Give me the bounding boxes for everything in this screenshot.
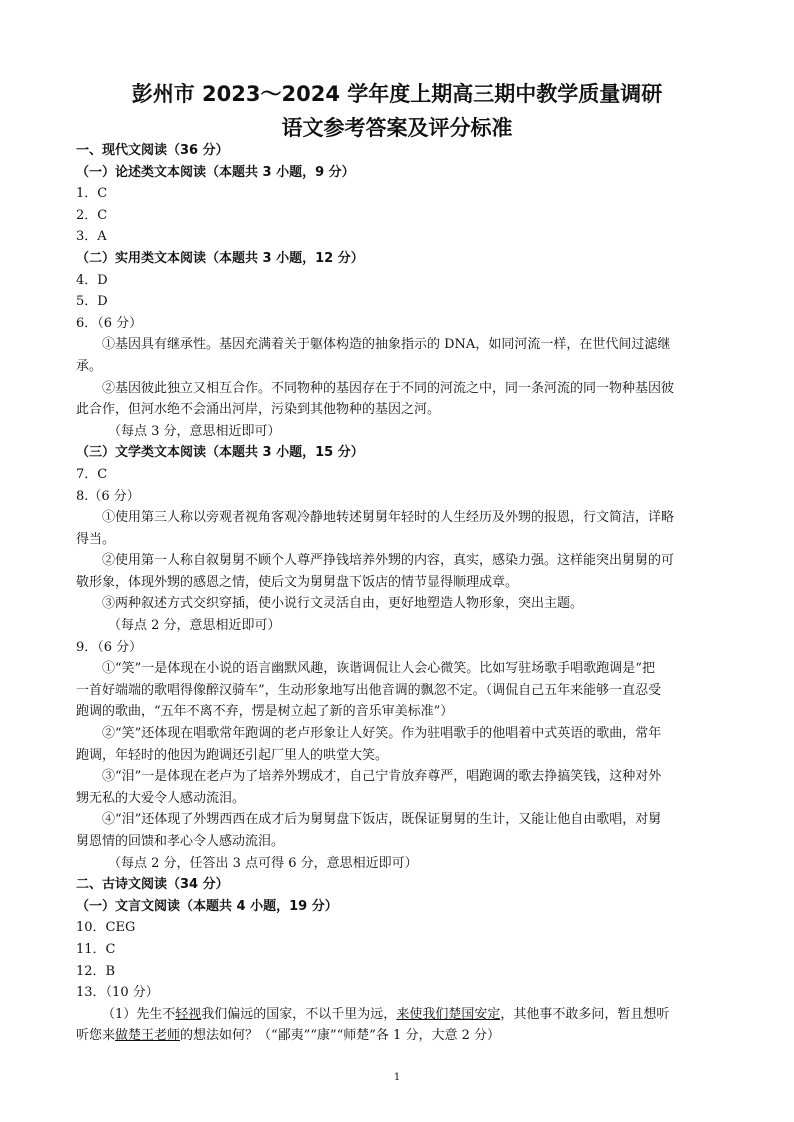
answer-item: 4．D [76,272,108,288]
answer-point-continued: 舅恩情的回馈和孝心令人感动流泪。 [76,834,285,849]
answer-point: ①基因具有继承性。基因充满着关于躯体构造的抽象指示的 DNA，如同河流一样，在世代间过滤继 [102,337,671,353]
key-phrase-underlined: 做楚王老师 [115,1028,181,1044]
scoring-note: （每点 3 分，意思相近即可） [108,423,281,439]
translation-text: 我们偏远的国家，不以千里为远， [201,1006,397,1022]
translation-text: （1）先生不 [102,1006,176,1022]
answer-item: 9．（6 分） [76,639,143,655]
key-term-underlined: 轻视 [175,1006,202,1022]
answer-point: ②使用第一人称自叙舅舅不顾个人尊严挣钱培养外甥的内容，真实，感染力强。这样能突出舅舅的可 [102,553,675,569]
subsection-heading: （一）论述类文本阅读（本题共 3 小题，9 分） [76,164,355,180]
answer-item: 6．（6 分） [76,315,143,331]
answer-point: ①“笑”一是体现在小说的语言幽默风趣，诙谐调侃让人会心微笑。比如写驻场歌手唱歌跑调是“把 [102,661,655,677]
answer-point-continued: 得当。 [76,531,116,547]
page-number: 1 [393,1072,401,1083]
translation-line-continued [76,1025,728,1047]
answer-point: ③“泪”一是体现在老卢为了培养外甥成才，自己宁肯放弃尊严，唱跑调的歌去挣搞笑钱，这种对外 [102,769,662,785]
answer-item: 3．A [76,229,107,245]
answer-point-continued: 跑调的歌曲，“五年不离不弃，愣是树立起了新的音乐审美标准”） [76,704,454,720]
answer-point: ②“笑”还体现在唱歌常年跑调的老卢形象让人好笑。作为驻唱歌手的他唱着中式英语的歌曲，常年 [102,726,662,742]
section-heading: 一、现代文阅读（36 分） [76,143,229,158]
answer-item: 10．CEG [76,920,136,936]
answer-point-continued: 此合作，但河水绝不会涌出河岸，污染到其他物种的基因之河。 [76,402,441,418]
answer-item: 13．（10 分） [76,985,159,1001]
answer-item: 12．B [76,963,116,979]
key-phrase-underlined: 来使我们楚国安定 [396,1006,501,1022]
answer-item: 8.（6 分） [76,488,140,504]
answer-item: 11．C [76,941,116,957]
answer-point-continued: 一首好端端的歌唱得像醉汉骑车”，生动形象地写出他音调的飘忽不定。（调侃自己五年来能够一直忍受 [76,682,662,698]
subsection-heading: （二）实用类文本阅读（本题共 3 小题，12 分） [76,250,364,266]
answer-point-continued: 跑调，年轻时的他因为跑调还引起厂里人的哄堂大笑。 [76,747,389,763]
answer-item: 7．C [76,466,108,482]
translation-text: ，其他事不敢多问，暂且想听 [500,1006,670,1022]
section-heading: 二、古诗文阅读（34 分） [76,877,229,893]
answer-point: ②基因彼此独立又相互合作。不同物种的基因存在于不同的河流之中，同一条河流的同一物种基因彼 [102,380,675,396]
answer-point-continued: 敬形象，体现外甥的感恩之情，使后文为舅舅盘下饭店的情节显得顺理成章。 [76,574,519,590]
answer-item: 1．C [76,186,108,202]
translation-text: 听您来 [76,1028,116,1044]
answer-item: 5．D [76,294,108,310]
translation-line [76,1004,728,1026]
answer-item: 2．C [76,207,108,223]
subsection-heading: （三）文学类文本阅读（本题共 3 小题，15 分） [76,445,364,461]
answer-point-continued: 承。 [76,358,103,374]
subsection-heading: （一）文言文阅读（本题共 4 小题，19 分） [76,898,338,914]
document-subtitle: 语文参考答案及评分标准 [281,116,513,140]
translation-text: 的想法如何？（“鄙夷”“康”“师楚”各 1 分，大意 2 分） [180,1028,500,1044]
scoring-note: （每点 2 分，任答出 3 点可得 6 分，意思相近即可） [108,855,418,871]
answer-point-continued: 甥无私的大爱令人感动流泪。 [76,790,246,806]
document-title: 彭州市 2023～2024 学年度上期高三期中教学质量调研 [131,82,663,106]
scoring-note: （每点 2 分，意思相近即可） [108,618,281,634]
answer-content [76,140,728,1047]
answer-point: ①使用第三人称以旁观者视角客观冷静地转述舅舅年轻时的人生经历及外甥的报恩，行文简洁，详略 [102,510,675,526]
answer-point: ④“泪”还体现了外甥西西在成才后为舅舅盘下饭店，既保证舅舅的生计，又能让他自由歌唱，对舅 [102,812,662,828]
answer-point: ③两种叙述方式交织穿插，使小说行文灵活自由，更好地塑造人物形象，突出主题。 [102,596,584,612]
